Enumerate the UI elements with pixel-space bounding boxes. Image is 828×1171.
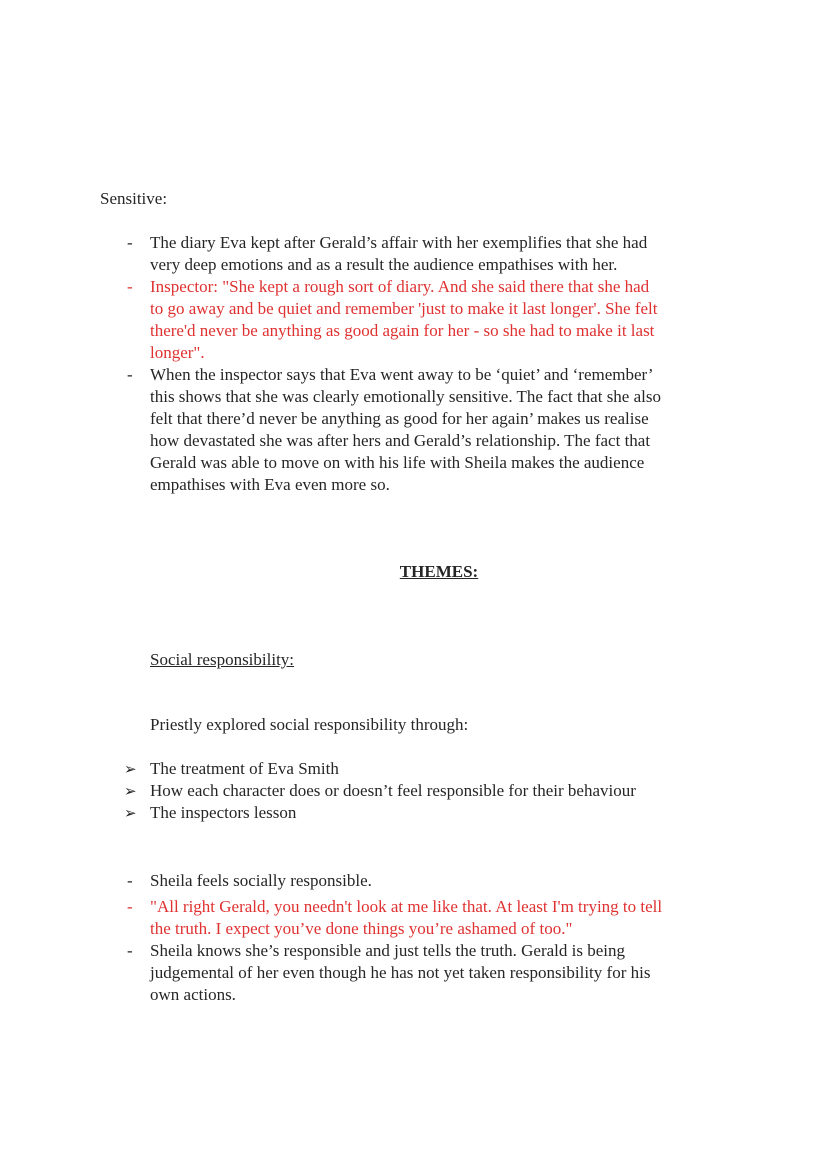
arrow-bullet-icon: ➢ <box>124 804 137 822</box>
bullet-text: The inspectors lesson <box>150 803 297 822</box>
quote-line: the truth. I expect you’ve done things you’re ashamed of too." <box>150 919 573 938</box>
text-line: felt that there’d never be anything as good for her again’ makes us realise <box>150 409 649 428</box>
quote-item <box>100 276 740 364</box>
text-line: empathises with Eva even more so. <box>150 475 390 494</box>
dash-marker: - <box>127 897 133 916</box>
arrow-bullet-list <box>124 758 744 824</box>
text-line: how devastated she was after hers and Gerald’s relationship. The fact that <box>150 431 651 450</box>
bullet-item <box>124 758 744 780</box>
bullet-text: How each character does or doesn’t feel responsible for their behaviour <box>150 781 636 800</box>
section-heading-sensitive: Sensitive: <box>100 189 168 208</box>
text-line: The diary Eva kept after Gerald’s affair with her exemplifies that she had <box>150 233 648 252</box>
bullet-item <box>124 802 744 824</box>
text-line: When the inspector says that Eva went away to be ‘quiet’ and ‘remember’ <box>150 365 654 384</box>
sensitive-list <box>100 232 740 496</box>
intro-text: Priestly explored social responsibility through: <box>150 715 469 734</box>
dash-marker: - <box>127 233 133 252</box>
list-item <box>100 940 740 1006</box>
text-line: very deep emotions and as a result the audience empathises with her. <box>150 255 618 274</box>
text-line: Sheila feels socially responsible. <box>150 871 372 890</box>
quote-item <box>100 896 740 940</box>
themes-title: THEMES: <box>399 562 479 581</box>
arrow-bullet-icon: ➢ <box>124 782 137 800</box>
quote-line: to go away and be quiet and remember 'just to make it last longer'. She felt <box>150 299 658 318</box>
quote-line: "All right Gerald, you needn't look at me like that. At least I'm trying to tell <box>150 897 663 916</box>
list-item <box>100 232 740 276</box>
dash-marker: - <box>127 277 133 296</box>
text-line: Gerald was able to move on with his life with Sheila makes the audience <box>150 453 645 472</box>
dash-marker: - <box>127 871 133 890</box>
arrow-bullet-icon: ➢ <box>124 760 137 778</box>
quote-line: longer". <box>150 343 205 362</box>
quote-line: there'd never be anything as good again for her - so she had to make it last <box>150 321 655 340</box>
text-line: judgemental of her even though he has not yet taken responsibility for his <box>150 963 651 982</box>
list-item <box>100 870 740 892</box>
text-line: Sheila knows she’s responsible and just tells the truth. Gerald is being <box>150 941 625 960</box>
bullet-item <box>124 780 744 802</box>
bullet-text: The treatment of Eva Smith <box>150 759 339 778</box>
themes-list <box>100 870 740 1006</box>
dash-marker: - <box>127 365 133 384</box>
text-line: this shows that she was clearly emotionally sensitive. The fact that she also <box>150 387 661 406</box>
quote-line: Inspector: "She kept a rough sort of diary. And she said there that she had <box>150 277 650 296</box>
dash-marker: - <box>127 941 133 960</box>
subheading-social-responsibility: Social responsibility: <box>150 650 295 669</box>
text-line: own actions. <box>150 985 236 1004</box>
list-item <box>100 364 740 496</box>
